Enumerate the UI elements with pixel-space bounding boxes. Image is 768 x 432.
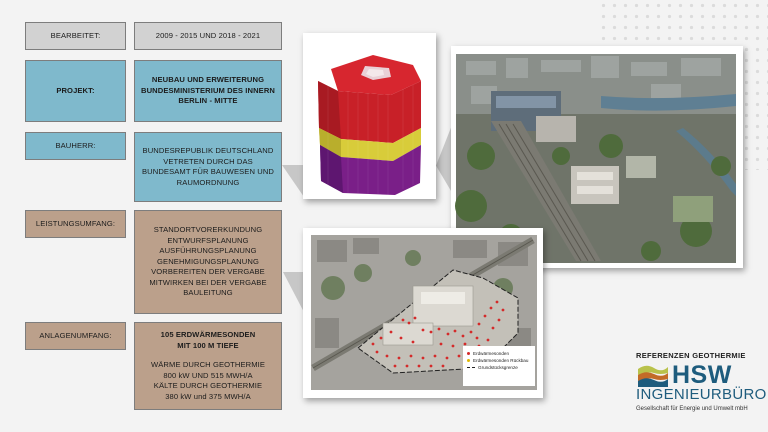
legend-item-probes: Erdwärmesonden — [467, 350, 537, 357]
geothermal-3d-model-image — [303, 33, 436, 199]
projekt-value: NEUBAU UND ERWEITERUNG BUNDESMINISTERIUM DES INNERN BERLIN - MITTE — [134, 60, 282, 122]
site-plan-legend — [467, 350, 537, 371]
anlagenumfang-label: ANLAGENUMFANG: — [25, 322, 126, 350]
bearbeitet-label: BEARBEITET: — [25, 22, 126, 50]
projekt-label: PROJEKT: — [25, 60, 126, 122]
legend-item-probes-removed: Erdwärmesonden Rückbau — [467, 357, 537, 364]
brand-subtitle: INGENIEURBÜRO — [636, 386, 767, 403]
anlagenumfang-details: WÄRME DURCH GEOTHERMIE 800 kW UND 515 MWH/A KÄLTE DURCH GEOTHERMIE 380 kW und 375 MWH/A — [151, 360, 265, 401]
site-plan-map — [303, 228, 543, 398]
shadow-wedge-1 — [282, 165, 304, 197]
brand-tagline: Gesellschaft für Energie und Umwelt mbH — [636, 406, 748, 412]
leistungsumfang-value: STANDORTVORERKUNDUNG ENTWURFSPLANUNG AUSFÜHRUNGSPLANUNG GENEHMIGUNGSPLANUNG VORBEREITEN DER VERGABE MITWIRKEN BEI DER VERGABE BAULEITUNG — [134, 210, 282, 314]
legend-item-boundary: Grundstücksgrenze — [467, 364, 537, 371]
leistungsumfang-label: LEISTUNGSUMFANG: — [25, 210, 126, 238]
anlagenumfang-headline: 105 ERDWÄRMESONDEN MIT 100 M TIEFE — [160, 330, 256, 350]
anlagenumfang-value — [134, 322, 282, 410]
bauherr-value: BUNDESREPUBLIK DEUTSCHLAND VETRETEN DURCH DAS BUNDESAMT FÜR BAUWESEN UND RAUMORDNUNG — [134, 132, 282, 202]
bearbeitet-value: 2009 - 2015 UND 2018 - 2021 — [134, 22, 282, 50]
bauherr-label: BAUHERR: — [25, 132, 126, 160]
brand-name: HSW — [672, 361, 732, 389]
reference-title: REFERENZEN GEOTHERMIE — [636, 351, 746, 360]
hsw-logo — [634, 361, 767, 422]
